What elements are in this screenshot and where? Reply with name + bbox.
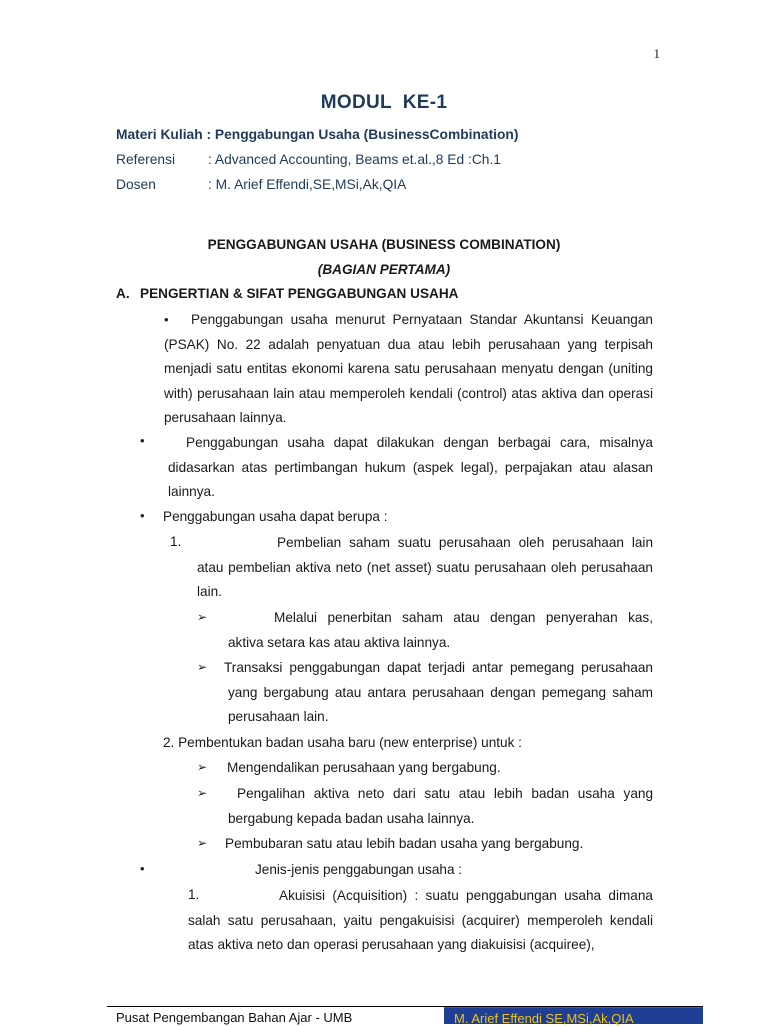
footer-institution: Pusat Pengembangan Bahan Ajar - UMB <box>116 1010 353 1025</box>
list-number: 1. <box>188 887 200 902</box>
lecturer-label: Dosen <box>116 177 156 192</box>
arrow-bullet-icon: ➢ <box>197 610 208 624</box>
paragraph-psak-definition <box>164 308 653 431</box>
bullet-icon: • <box>140 508 145 523</box>
sub-item-rest: bergabung kepada badan usaha lainnya. <box>228 810 475 826</box>
bullet-icon: • <box>140 861 145 876</box>
list-item-new-enterprise: 2. Pembentukan badan usaha baru (new enterprise) untuk : <box>163 735 522 750</box>
reference-row <box>116 152 501 167</box>
list-item-first-line: Pembelian saham suatu perusahaan oleh perusahaan lain <box>277 535 653 550</box>
paragraph-rest: (PSAK) No. 22 adalah penyatuan dua atau lebih perusahaan yang terpisah menjadi satu entitas ekonomi karena satu perusahaan menyatu dengan (uniting with) perusahaan lain atau memperoleh kendali (control) atas aktiva dan operasi perusahaan lainnya. <box>164 336 653 426</box>
section-a-heading <box>116 286 458 301</box>
list-number: 1. <box>170 534 182 549</box>
module-title: MODUL KE-1 <box>320 92 448 113</box>
paragraph-forms: Penggabungan usaha dapat berupa : <box>163 509 388 524</box>
section-letter: A. <box>116 286 130 301</box>
arrow-bullet-icon: ➢ <box>197 760 208 774</box>
sub-item-first-line: Pengalihan aktiva neto dari satu atau lebih badan usaha yang <box>237 786 653 801</box>
list-item-acquisition <box>188 884 653 958</box>
paragraph-methods <box>168 431 653 505</box>
arrow-bullet-icon: ➢ <box>197 836 208 850</box>
sub-item-dissolution: Pembubaran satu atau lebih badan usaha yang bergabung. <box>225 836 584 851</box>
paragraph-first-line: Penggabungan usaha menurut Pernyataan Standar Akuntansi Keuangan <box>190 312 653 327</box>
page-number: 1 <box>653 46 660 61</box>
sub-heading: (BAGIAN PERTAMA) <box>317 262 451 277</box>
bullet-icon: • <box>140 433 145 448</box>
sub-item-issuance <box>228 606 653 655</box>
sub-item-control: Mengendalikan perusahaan yang bergabung. <box>227 760 501 775</box>
paragraph-rest: didasarkan atas pertimbangan hukum (aspek legal), perpajakan atau alasan lainnya. <box>168 459 653 500</box>
lecturer-value: : M. Arief Effendi,SE,MSi,Ak,QIA <box>208 177 407 192</box>
sub-item-rest: yang bergabung atau antara perusahaan dengan pemegang saham perusahaan lain. <box>228 684 653 725</box>
course-material: Materi Kuliah : Penggabungan Usaha (BusinessCombination) <box>116 127 519 142</box>
sub-item-rest: aktiva setara kas atau aktiva lainnya. <box>228 634 451 650</box>
lecturer-row <box>116 177 406 192</box>
footer-author: M. Arief Effendi SE,MSi,Ak,QIA <box>454 1011 634 1026</box>
reference-label: Referensi <box>116 152 176 167</box>
list-item-first-line: Akuisisi (Acquisition) : suatu penggabungan usaha dimana <box>279 888 653 903</box>
reference-value: : Advanced Accounting, Beams et.al.,8 Ed :Ch.1 <box>208 152 501 167</box>
footer-author-box <box>444 1008 703 1024</box>
list-item-share-purchase <box>197 531 653 605</box>
paragraph-first-line: Penggabungan usaha dapat dilakukan dengan berbagai cara, misalnya <box>186 435 653 450</box>
sub-item-first-line: Melalui penerbitan saham atau dengan penyerahan kas, <box>274 610 653 625</box>
arrow-bullet-icon: ➢ <box>197 786 208 800</box>
sub-item-first-line: Transaksi penggabungan dapat terjadi antar pemegang perusahaan <box>224 660 653 675</box>
section-title: PENGERTIAN & SIFAT PENGGABUNGAN USAHA <box>140 286 459 301</box>
bullet-icon: • <box>164 312 169 327</box>
sub-item-transfer <box>228 782 653 831</box>
paragraph-types: Jenis-jenis penggabungan usaha : <box>255 862 463 877</box>
list-item-rest: atau pembelian aktiva neto (net asset) suatu perusahaan oleh perusahaan lain. <box>197 559 653 600</box>
list-item-rest: salah satu perusahaan, yaitu pengakuisisi (acquirer) memperoleh kendali atas aktiva neto dan operasi perusahaan yang diakuisisi (acquiree), <box>188 912 653 953</box>
arrow-bullet-icon: ➢ <box>197 660 208 674</box>
main-heading: PENGGABUNGAN USAHA (BUSINESS COMBINATION) <box>207 237 561 252</box>
sub-item-transaction <box>224 656 653 730</box>
